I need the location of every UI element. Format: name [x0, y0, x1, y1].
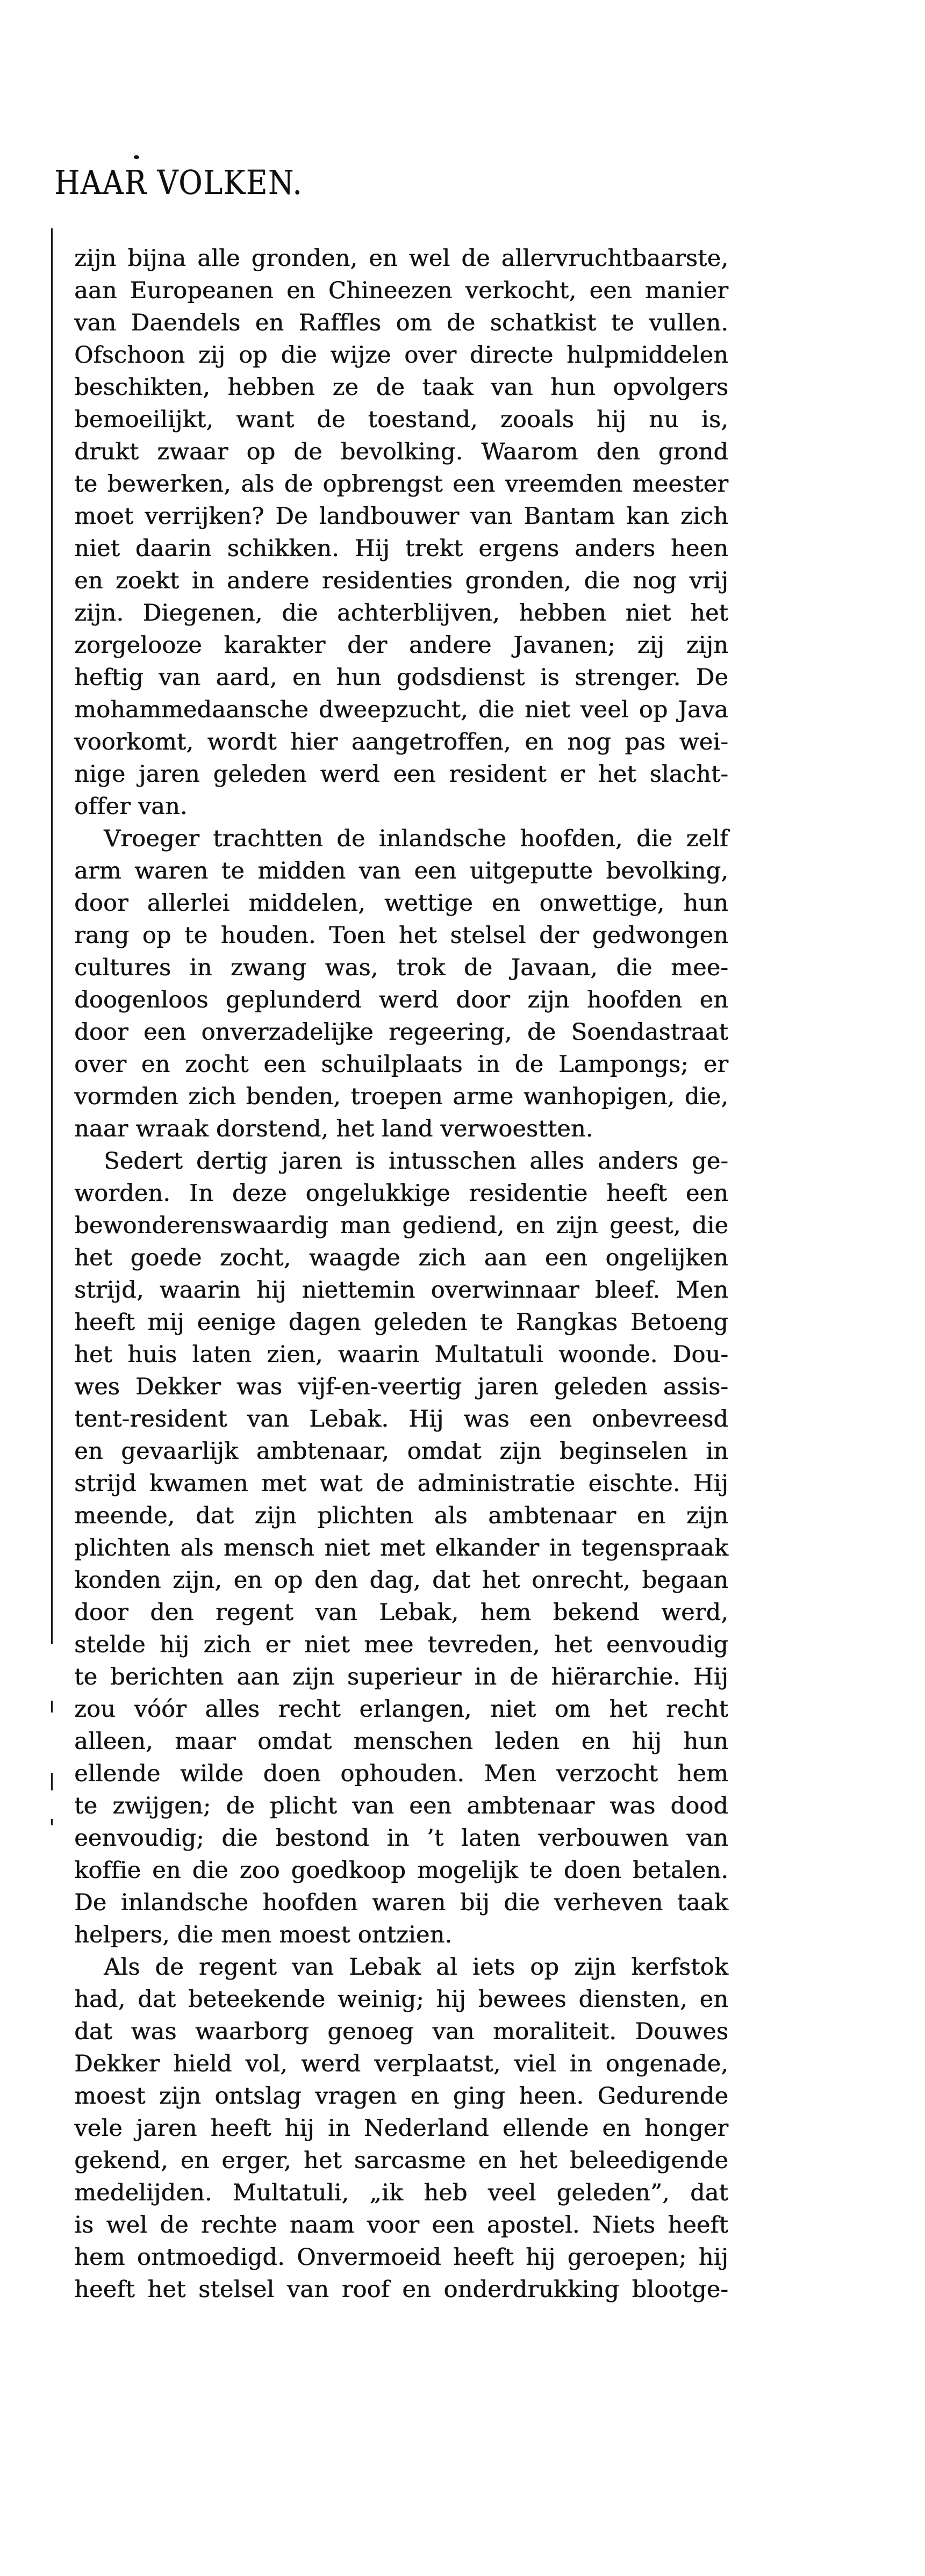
text-line: Ofschoon zij op die wijze over directe hulpmiddelen	[74, 342, 728, 369]
text-line: De inlandsche hoofden waren bij die verheven taak	[74, 1889, 728, 1916]
text-line: en zoekt in andere residenties gronden, die nog vrij	[74, 567, 728, 594]
text-line: te zwijgen; de plicht van een ambtenaar was dood	[74, 1793, 728, 1819]
text-line: door allerlei middelen, wettige en onwettige, hun	[74, 890, 728, 917]
text-line: medelijden. Multatuli, „ik heb veel geleden”, dat	[74, 2179, 728, 2206]
running-header: HAAR VOLKEN.	[54, 163, 303, 202]
text-line: het huis laten zien, waarin Multatuli woonde. Dou-	[74, 1341, 728, 1368]
rule-segment	[51, 1701, 53, 1712]
text-line: worden. In deze ongelukkige residentie heeft een	[74, 1180, 728, 1207]
text-line: meende, dat zijn plichten als ambtenaar en zijn	[74, 1502, 728, 1529]
text-line: alleen, maar omdat menschen leden en hij hun	[74, 1728, 728, 1755]
text-line: van Daendels en Raffles om de schatkist te vullen.	[74, 310, 728, 336]
text-line: Dekker hield vol, werd verplaatst, viel in ongenade,	[74, 2050, 728, 2077]
text-line: zijn. Diegenen, die achterblijven, hebben niet het	[74, 600, 728, 627]
text-line: mohammedaansche dweepzucht, die niet veel op Java	[74, 696, 728, 723]
text-line: vormden zich benden, troepen arme wanhopigen, die,	[74, 1083, 728, 1110]
ink-speck	[134, 155, 139, 159]
text-line: nige jaren geleden werd een resident er het slacht-	[74, 761, 728, 788]
rule-segment	[51, 1819, 53, 1825]
text-line: stelde hij zich er niet mee tevreden, het eenvoudig	[74, 1631, 728, 1658]
text-line: zorgelooze karakter der andere Javanen; zij zijn	[74, 632, 728, 659]
text-line: te bewerken, als de opbrengst een vreemden meester	[74, 471, 728, 498]
rule-segment	[51, 1773, 53, 1790]
text-line: arm waren te midden van een uitgeputte bevolking,	[74, 858, 728, 884]
text-line: cultures in zwang was, trok de Javaan, die mee-	[74, 954, 728, 981]
text-line: zou vóór alles recht erlangen, niet om het recht	[74, 1696, 728, 1723]
text-line: bewonderenswaardig man gediend, en zijn geest, die	[74, 1212, 728, 1239]
text-line: is wel de rechte naam voor een apostel. Niets heeft	[74, 2212, 728, 2239]
text-column	[74, 242, 728, 2306]
text-line: niet daarin schikken. Hij trekt ergens anders heen	[74, 535, 728, 562]
text-line: heeft mij eenige dagen geleden te Rangkas Betoeng	[74, 1309, 728, 1336]
text-line: aan Europeanen en Chineezen verkocht, een manier	[74, 277, 728, 304]
text-line: Sedert dertig jaren is intusschen alles anders ge-	[104, 1148, 728, 1175]
text-line: moest zijn ontslag vragen en ging heen. Gedurende	[74, 2083, 728, 2110]
text-line: strijd kwamen met wat de administratie eischte. Hij	[74, 1470, 728, 1497]
text-line: dat was waarborg genoeg van moraliteit. Douwes	[74, 2018, 728, 2045]
text-line: had, dat beteekende weinig; hij bewees diensten, en	[74, 1986, 728, 2013]
text-line: gekend, en erger, het sarcasme en het beleedigende	[74, 2147, 728, 2174]
text-line: heftig van aard, en hun godsdienst is strenger. De	[74, 664, 728, 691]
text-line: tent-resident van Lebak. Hij was een onbevreesd	[74, 1406, 728, 1433]
text-line: beschikten, hebben ze de taak van hun opvolgers	[74, 374, 728, 401]
text-line: konden zijn, en op den dag, dat het onrecht, begaan	[74, 1567, 728, 1594]
text-line: heeft het stelsel van roof en onderdrukking blootge-	[74, 2276, 728, 2303]
text-line: zijn bijna alle gronden, en wel de allervruchtbaarste,	[74, 245, 728, 272]
rule-segment	[51, 228, 53, 1644]
text-line: bemoeilijkt, want de toestand, zooals hij nu is,	[74, 406, 728, 433]
text-line: voorkomt, wordt hier aangetroffen, en nog pas wei-	[74, 729, 728, 755]
text-line: Als de regent van Lebak al iets op zijn kerfstok	[104, 1954, 728, 1981]
text-line: strijd, waarin hij niettemin overwinnaar bleef. Men	[74, 1277, 728, 1304]
text-line: helpers, die men moest ontzien.	[74, 1922, 453, 1948]
text-line: moet verrijken? De landbouwer van Bantam kan zich	[74, 503, 728, 530]
text-line: hem ontmoedigd. Onvermoeid heeft hij geroepen; hij	[74, 2244, 728, 2271]
text-line: en gevaarlijk ambtenaar, omdat zijn beginselen in	[74, 1438, 728, 1465]
text-line: over en zocht een schuilplaats in de Lampongs; er	[74, 1051, 728, 1078]
text-line: Vroeger trachtten de inlandsche hoofden, die zelf	[104, 825, 728, 852]
text-line: drukt zwaar op de bevolking. Waarom den grond	[74, 438, 728, 465]
text-line: te berichten aan zijn superieur in de hiërarchie. Hij	[74, 1664, 728, 1690]
text-line: plichten als mensch niet met elkander in tegenspraak	[74, 1535, 728, 1562]
text-line: wes Dekker was vijf-en-veertig jaren geleden assis-	[74, 1373, 728, 1400]
text-line: offer van.	[74, 793, 188, 820]
text-line: rang op te houden. Toen het stelsel der gedwongen	[74, 922, 728, 949]
text-line: vele jaren heeft hij in Nederland ellende en honger	[74, 2115, 728, 2142]
text-line: koffie en die zoo goedkoop mogelijk te doen betalen.	[74, 1857, 728, 1884]
text-line: ellende wilde doen ophouden. Men verzocht hem	[74, 1760, 728, 1787]
text-line: door een onverzadelijke regeering, de Soendastraat	[74, 1019, 728, 1046]
text-line: doogenloos geplunderd werd door zijn hoofden en	[74, 987, 728, 1013]
text-line: door den regent van Lebak, hem bekend werd,	[74, 1599, 728, 1626]
text-line: naar wraak dorstend, het land verwoestten.	[74, 1116, 593, 1142]
text-line: het goede zocht, waagde zich aan een ongelijken	[74, 1244, 728, 1271]
text-line: eenvoudig; die bestond in ’t laten verbouwen van	[74, 1825, 728, 1852]
